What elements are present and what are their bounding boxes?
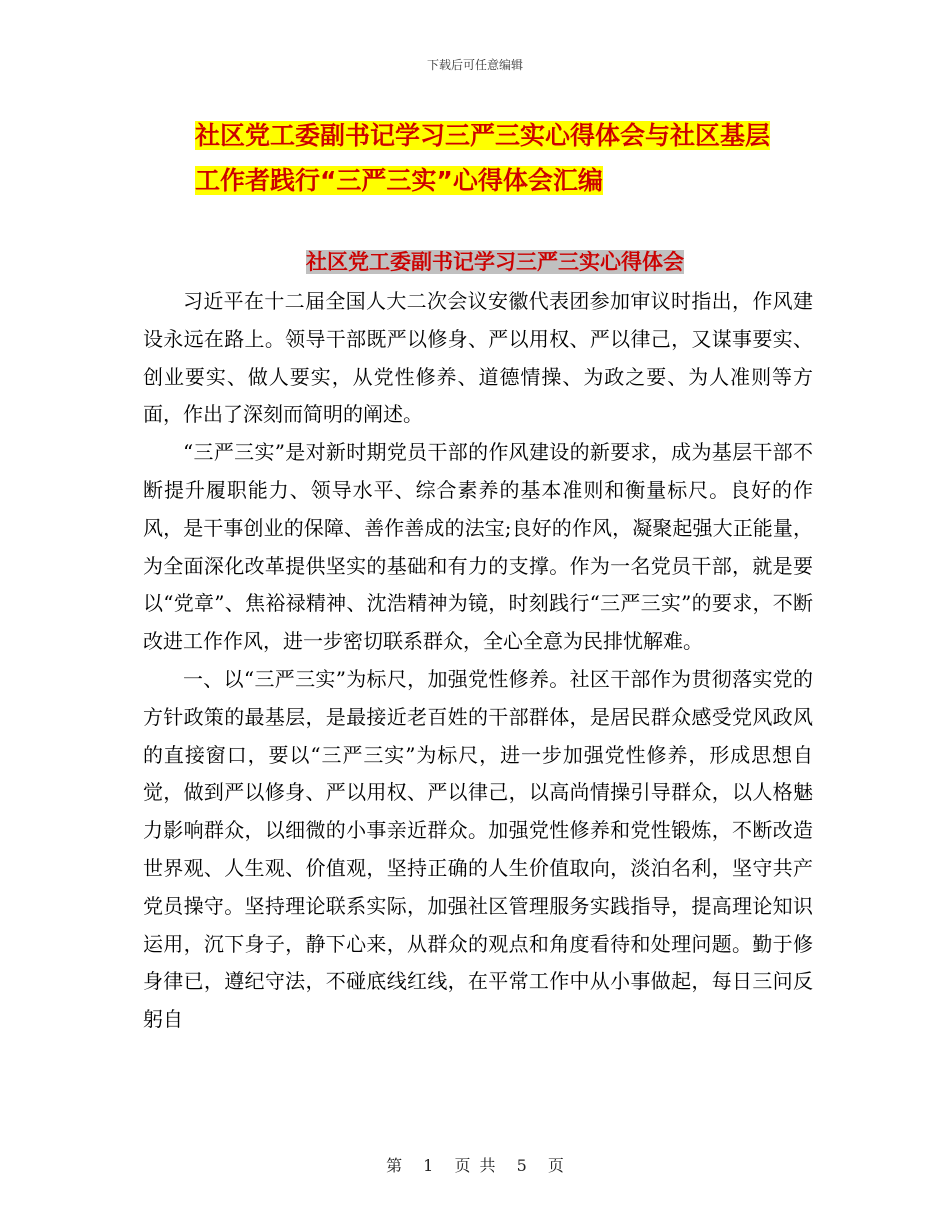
document-title — [195, 113, 835, 203]
footer-page-number: 1 — [423, 1156, 434, 1175]
paragraph-3: 一、以“三严三实”为标尺，加强党性修养。社区干部作为贯彻落实党的方针政策的最基层，是最接近老百姓的干部群体，是居民群众感受党风政风的直接窗口，要以“三严三实”为标尺，进一步加强党性修养，形成思想自觉，做到严以修身、严以用权、严以律己，以高尚情操引导群众，以人格魅力影响群众，以细微的小事亲近群众。加强党性修养和党性锻炼，不断改造世界观、人生观、价值观，坚持正确的人生价值取向，淡泊名利，坚守共产党员操守。坚持理论联系实际，加强社区管理服务实践指导，提高理论知识运用，沉下身子，静下心来，从群众的观点和角度看待和处理问题。勤于修身律已，遵纪守法，不碰底线红线，在平常工作中从小事做起，每日三问反躬自 — [143, 666, 813, 1032]
footer-suffix: 页 — [547, 1156, 564, 1175]
footer-prefix: 第 — [386, 1156, 403, 1175]
section-title — [0, 246, 950, 278]
document-title-line-1: 社区党工委副书记学习三严三实心得体会与社区基层 — [195, 121, 771, 150]
page-footer — [0, 1153, 950, 1176]
footer-middle: 页 共 — [454, 1156, 496, 1175]
footer-total-pages: 5 — [516, 1156, 527, 1175]
section-title-text: 社区党工委副书记学习三严三实心得体会 — [306, 250, 684, 274]
page-header-note: 下载后可任意编辑 — [426, 58, 523, 72]
document-title-line-2: 工作者践行“三严三实”心得体会汇编 — [195, 166, 603, 195]
body-text — [143, 283, 813, 1039]
paragraph-1: 习近平在十二届全国人大二次会议安徽代表团参加审议时指出，作风建设永远在路上。领导干部既严以修身、严以用权、严以律己，又谋事要实、创业要实、做人要实，从党性修养、道德情操、为政之要、为人准则等方面，作出了深刻而简明的阐述。 — [143, 289, 813, 427]
paragraph-2: “三严三实”是对新时期党员干部的作风建设的新要求，成为基层干部不断提升履职能力、领导水平、综合素养的基本准则和衡量标尺。良好的作风，是干事创业的保障、善作善成的法宝;良好的作风，凝聚起强大正能量，为全面深化改革提供坚实的基础和有力的支撑。作为一名党员干部，就是要以“党章”、焦裕禄精神、沈浩精神为镜，时刻践行“三严三实”的要求，不断改进工作作风，进一步密切联系群众，全心全意为民排忧解难。 — [143, 440, 813, 654]
